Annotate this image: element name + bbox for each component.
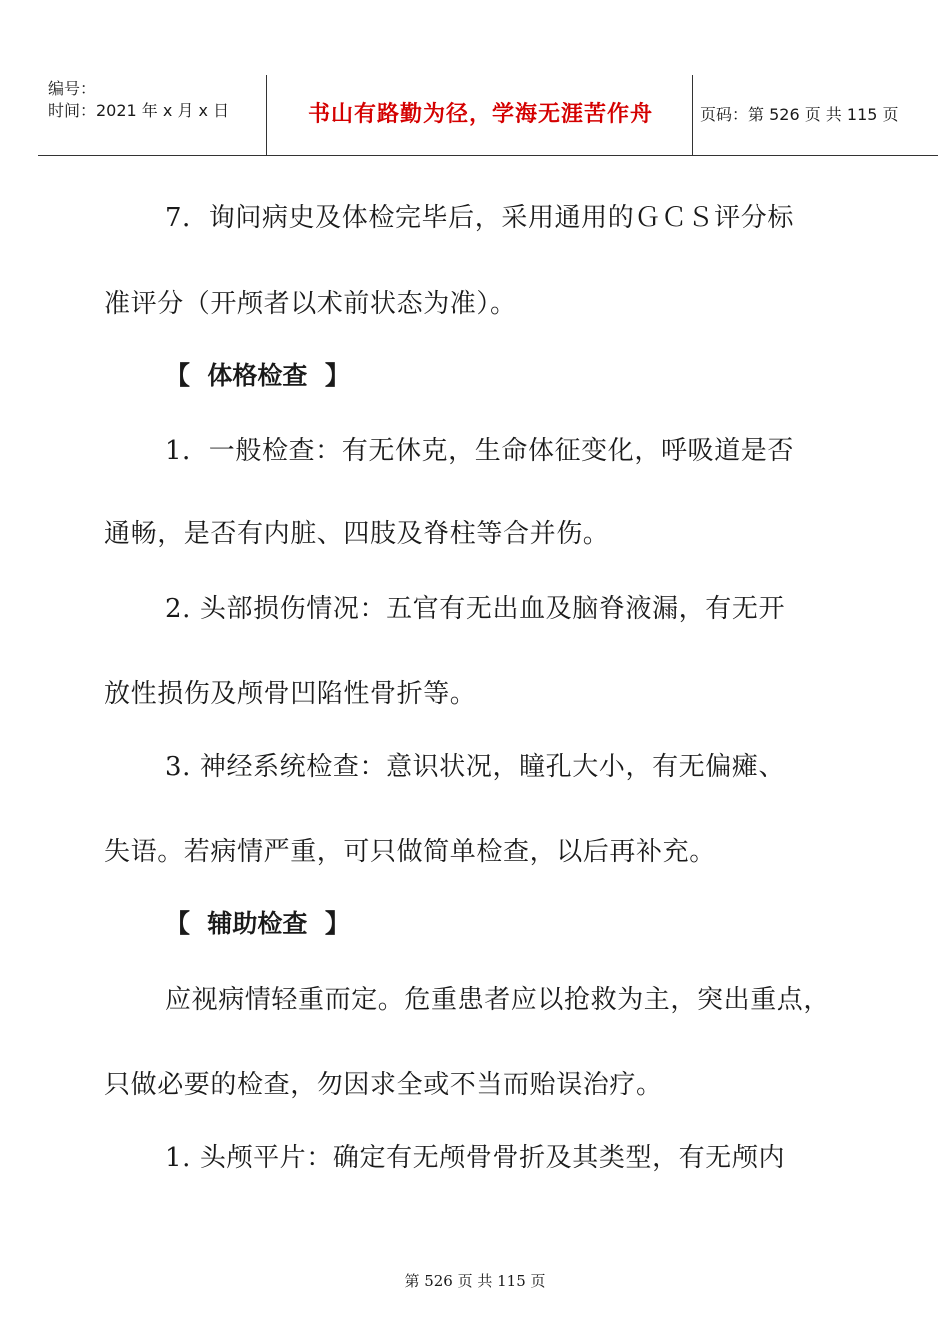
code-label: 编号：	[48, 79, 97, 98]
time-label: 时间：2021 年 x 月 x 日	[48, 101, 230, 120]
header-divider	[266, 75, 267, 155]
header-motto: 书山有路勤为径，学海无涯苦作舟	[307, 102, 653, 127]
paragraph-line: 2. 头部损伤情况：五官有无出血及脑脊液漏，有无开	[165, 594, 786, 624]
header-meta	[48, 75, 268, 158]
paragraph-line: 准评分（开颅者以术前状态为准）。	[104, 289, 517, 319]
page-footer: 第 526 页 共 115 页	[404, 1272, 546, 1290]
paragraph-line: 失语。若病情严重，可只做简单检查，以后再补充。	[104, 837, 716, 867]
section-heading: 【 辅助检查 】	[165, 909, 350, 938]
paragraph-line: 只做必要的检查，勿因求全或不当而贻误治疗。	[104, 1070, 663, 1100]
section-heading: 【 体格检查 】	[165, 361, 350, 390]
header-motto-cell	[268, 75, 693, 155]
paragraph-line: 放性损伤及颅骨凹陷性骨折等。	[104, 679, 477, 709]
paragraph-line: 应视病情轻重而定。危重患者应以抢救为主，突出重点，	[165, 985, 831, 1015]
paragraph-line: 1．一般检查：有无休克，生命体征变化，呼吸道是否	[165, 436, 794, 466]
paragraph-line: 3. 神经系统检查：意识状况，瞳孔大小，有无偏瘫、	[165, 752, 786, 782]
paragraph-line: 7．询问病史及体检完毕后，采用通用的ＧＣＳ评分标	[165, 203, 794, 233]
header-divider	[692, 75, 693, 155]
paragraph-line: 1. 头颅平片：确定有无颅骨骨折及其类型，有无颅内	[165, 1143, 786, 1173]
document-header	[38, 75, 938, 156]
header-page-info: 页码：第 526 页 共 115 页	[700, 105, 899, 124]
paragraph-line: 通畅，是否有内脏、四肢及脊柱等合并伤。	[104, 519, 610, 549]
